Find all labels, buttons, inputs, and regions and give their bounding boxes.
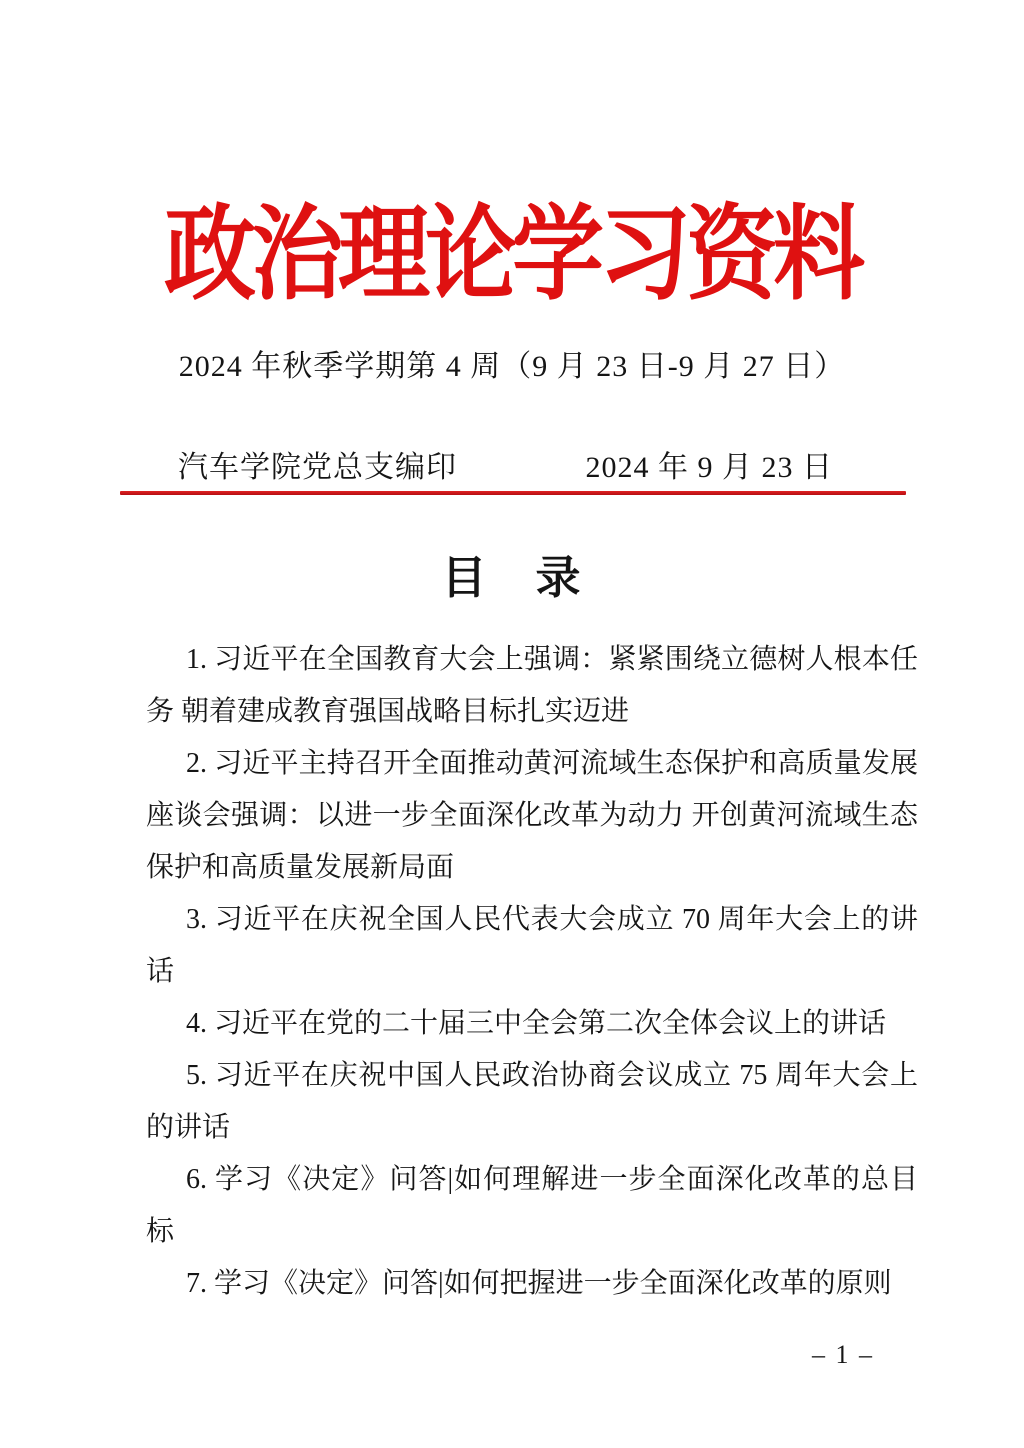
toc-item: 6. 学习《决定》问答|如何理解进一步全面深化改革的总目标 — [146, 1164, 918, 1247]
toc-item: 7. 学习《决定》问答|如何把握进一步全面深化改革的原则 — [186, 1268, 892, 1299]
toc-item: 2. 习近平主持召开全面推动黄河流域生态保护和高质量发展座谈会强调：以进一步全面深化改革为动力 开创黄河流域生态保护和高质量发展新局面 — [146, 748, 918, 883]
toc-item: 3. 习近平在庆祝全国人民代表大会成立 70 周年大会上的讲话 — [146, 904, 918, 987]
publisher-row — [178, 442, 833, 486]
toc-list — [146, 634, 918, 1310]
page-number: – 1 – — [812, 1340, 874, 1369]
page-subtitle: 2024 年秋季学期第 4 周（9 月 23 日-9 月 27 日） — [178, 350, 846, 383]
issue-date: 2024 年 9 月 23 日 — [585, 451, 833, 484]
publisher-name: 汽车学院党总支编印 — [178, 451, 457, 484]
toc-heading: 目 录 — [441, 553, 583, 603]
toc-item: 5. 习近平在庆祝中国人民政治协商会议成立 75 周年大会上的讲话 — [146, 1060, 918, 1143]
divider-rule — [120, 491, 906, 495]
page-title: 政治理论学习资料 — [163, 197, 860, 312]
toc-item: 1. 习近平在全国教育大会上强调：紧紧围绕立德树人根本任务 朝着建成教育强国战略目标扎实迈进 — [146, 644, 918, 727]
toc-item: 4. 习近平在党的二十届三中全会第二次全体会议上的讲话 — [186, 1008, 887, 1039]
